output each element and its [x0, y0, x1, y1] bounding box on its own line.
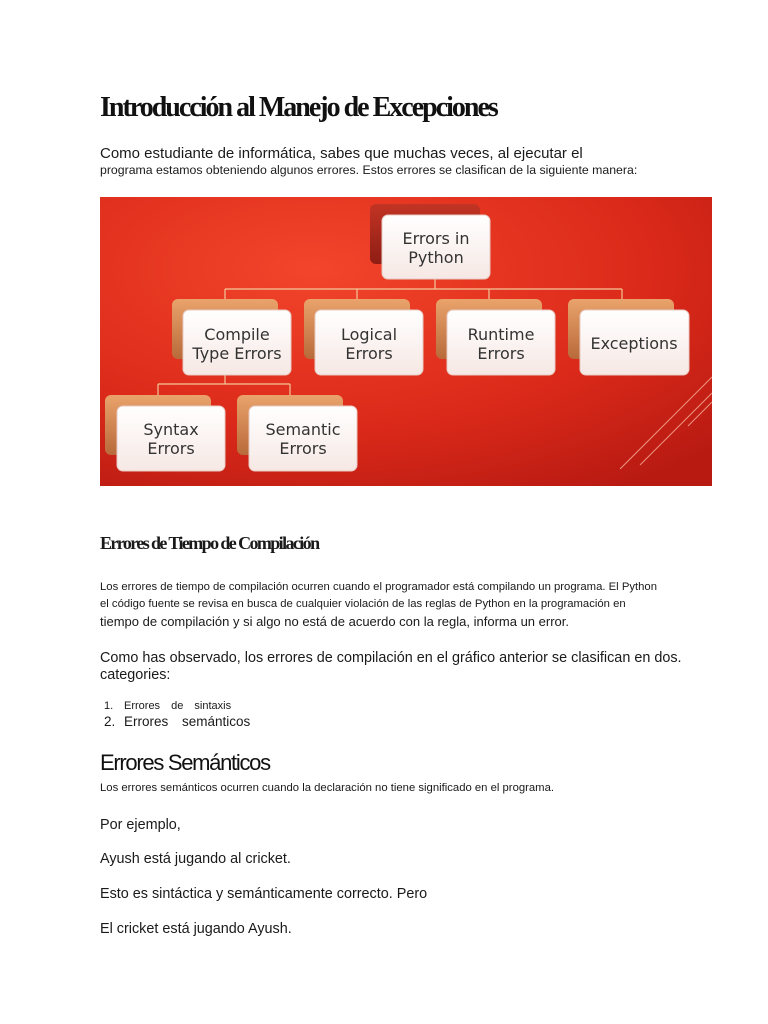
- example-sentence: El cricket está jugando Ayush.: [100, 921, 292, 937]
- node-label-line: Semantic: [265, 420, 341, 439]
- node-label-line: Errors: [147, 439, 195, 458]
- paragraph-line: Los errores semánticos ocurren cuando la declaración no tiene significado en el programa.: [100, 782, 555, 794]
- intro-line-1: Como estudiante de informática, sabes que muchas veces, al ejecutar el: [100, 145, 583, 162]
- node-label-line: Python: [408, 248, 464, 267]
- node-label-line: Errors: [279, 439, 327, 458]
- error-categories-list: [100, 700, 250, 729]
- paragraph-line: Los errores de tiempo de compilación ocurren cuando el programador está compilando un programa. El Python: [100, 581, 657, 593]
- node-syntax-errors: [105, 395, 225, 471]
- node-errors-in-python: [370, 204, 490, 279]
- node-label-line: Errors: [345, 344, 393, 363]
- node-compile-type-errors: [172, 299, 291, 375]
- list-item-text: Errores de sintaxis: [124, 700, 232, 712]
- paragraph-line: categories:: [100, 667, 171, 683]
- list-item-number: 1.: [104, 700, 114, 712]
- node-label-line: Type Errors: [192, 344, 282, 363]
- paragraph-line: tiempo de compilación y si algo no está de acuerdo con la regla, informa un error.: [100, 614, 569, 629]
- node-label-line: Runtime: [467, 325, 535, 344]
- page-title: Introducción al Manejo de Excepciones: [100, 92, 497, 123]
- example-intro: Por ejemplo,: [100, 817, 181, 833]
- list-item-text: Errores semánticos: [124, 714, 251, 729]
- node-label-line: Errors in: [402, 229, 470, 248]
- list-item-number: 2.: [104, 714, 116, 729]
- example-sentence: Esto es sintáctica y semánticamente correcto. Pero: [100, 886, 428, 902]
- errors-diagram: [100, 197, 712, 486]
- example-sentence: Ayush está jugando al cricket.: [100, 851, 291, 867]
- node-logical-errors: [304, 299, 423, 375]
- intro-line-2: programa estamos obteniendo algunos errores. Estos errores se clasifican de la siguiente manera:: [100, 163, 638, 177]
- list-item: [104, 714, 251, 729]
- node-exceptions: [568, 299, 689, 375]
- node-semantic-errors: [237, 395, 357, 471]
- node-label-line: Compile: [204, 325, 270, 344]
- paragraph-line: Como has observado, los errores de compilación en el gráfico anterior se clasifican en dos.: [100, 650, 682, 666]
- list-item: [104, 700, 250, 712]
- node-label-line: Syntax: [143, 420, 199, 439]
- node-label-line: Errors: [477, 344, 525, 363]
- node-label-line: Logical: [340, 325, 398, 344]
- node-runtime-errors: [436, 299, 555, 375]
- paragraph-line: el código fuente se revisa en busca de cualquier violación de las reglas de Python en la programación en: [100, 598, 626, 610]
- section-heading-compile-time-errors: Errores de Tiempo de Compilación: [100, 533, 319, 553]
- node-label-line: Exceptions: [590, 334, 678, 353]
- section-heading-semantic-errors: Errores Semánticos: [100, 750, 270, 775]
